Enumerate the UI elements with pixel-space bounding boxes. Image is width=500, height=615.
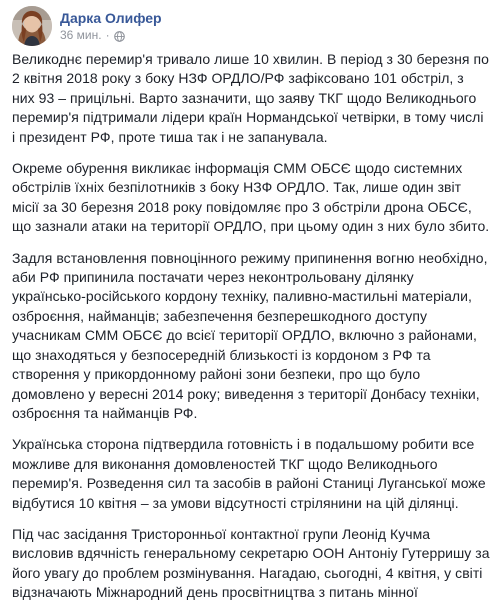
meta-separator: · [105,28,110,42]
post-paragraph-2: Окреме обурення викликає інформація СММ ОБСЄ щодо системних обстрілів їхніх безпілотників з боку НЗФ ОРДЛО. Так, лише один звіт місії за 30 березня 2018 року повідомляє про 3 обстріли дрона ОБСЄ, що зазнали атаки на території ОРДЛО, при цьому один з них було збито. [12,160,490,235]
author-name[interactable]: Дарка Олифер [60,10,162,26]
globe-icon[interactable] [114,30,125,41]
post-paragraph-5: Під час засідання Тристоронньої контактної групи Леонід Кучма висловив вдячність генеральному секретарю ООН Антоніу Гутерришу за його увагу до проблем розмінування. Нагадаю, сьогодні, 4 квітня, у світі відзначають Міжнародний день просвітництва з питань мінної [12,525,490,601]
post-header [12,6,162,46]
post-paragraph-3: Задля встановлення повноцінного режиму припинення вогню необхідно, аби РФ припинила постачати через неконтрольовану ділянку українсько-російського кордону техніку, паливно-мастильні матеріали, озброєння, найманців; забезпечення безперешкодного доступу учасникам СММ ОБСЄ до всієї території ОРДЛО, включно з районами, що знаходяться у безпосередній близькості із кордоном з РФ та створення у прикордонному районі зони безпеки, про що було домовлено у вересні 2014 року; виведення з території Донбасу техніки, озброєння та найманців РФ. [12,249,488,421]
post-paragraph-4: Українська сторона підтвердила готовність і в подальшому робити все можливе для виконання домовленостей ТКГ щодо Великоднього перемир'я. Розведення сил та засобів в районі Станиці Луганської може відбутися 10 квітня – за умови відсутності стрілянини на цій ділянці. [12,436,486,511]
post-text [12,50,490,615]
post-meta [60,9,162,43]
post-time[interactable]: 36 мин. [60,28,102,42]
post-paragraph-1: Великоднє перемир'я тривало лише 10 хвилин. В період з 30 березня по 2 квітня 2018 року з боку НЗФ ОРДЛО/РФ зафіксовано 101 обстріл, з них 93 – прицільні. Варто зазначити, що заяву ТКГ щодо Великоднього перемир'я підтримали лідери країн Нормандської четвірки, в тому числі і президент РФ, проте тиша так і не запанувала. [12,51,489,145]
timestamp-line [60,27,162,43]
avatar[interactable] [12,6,52,46]
avatar-photo [12,6,52,46]
